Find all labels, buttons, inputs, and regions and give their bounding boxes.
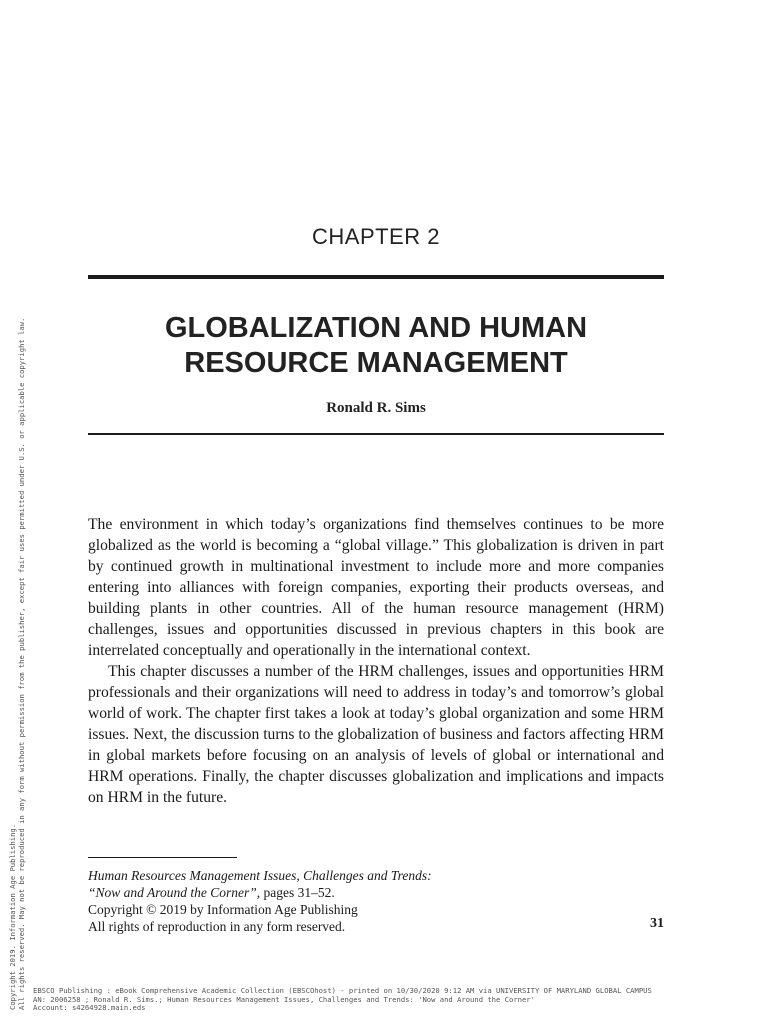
side-notice-line-2: All rights reserved. May not be reproduced in any form without permission from the publisher, except fair uses permitted under U.S. or applicable copyright law. [17, 317, 26, 1010]
footnote-rights: All rights of reproduction in any form reserved. [88, 919, 346, 934]
copyright-side-notice [8, 310, 30, 1010]
chapter-title-line-1: GLOBALIZATION AND HUMAN [164, 312, 588, 344]
footnote-copyright: Copyright © 2019 by Information Age Publishing [88, 902, 358, 917]
chapter-title-line-2: RESOURCE MANAGEMENT [184, 347, 568, 379]
body-paragraph-1: The environment in which today’s organizations find themselves continues to be more globalized as the world is becoming a “global village.” This globalization is driven in part by continued growth in multinational investment to include more and more companies entering into alliances with foreign companies, exporting their products overseas, and building plants in other countries. All of the human resource management (HRM) challenges, issues and opportunities discussed in previous chapters in this book are interrelated conceptually and operationally in the international context. [88, 516, 664, 659]
body-text [88, 514, 664, 808]
title-bottom-rule [88, 433, 664, 435]
footnote-book-title-line [88, 867, 664, 884]
ebsco-notice-line-2: AN: 2006258 ; Ronald R. Sims.; Human Resources Management Issues, Challenges and Trends: 'Now and Around the Corner' [33, 994, 535, 1004]
body-paragraph-2: This chapter discusses a number of the HRM challenges, issues and opportunities HRM professionals and their organizations will need to address in today’s and tomorrow’s global world of work. The chapter first takes a look at today’s global organization and some HRM issues. Next, the discussion turns to the globalization of business and factors affecting HRM in global markets before focusing on an analysis of levels of global or international and HRM operations. Finally, the chapter discusses globalization and implications and impacts on HRM in the future. [88, 663, 664, 806]
footnote-rule [88, 857, 237, 858]
footnote [88, 867, 664, 935]
ebsco-print-notice [33, 987, 768, 1013]
footnote-book-title: Human Resources Management Issues, Challenges and Trends: [88, 868, 432, 883]
ebsco-notice-line-1: EBSCO Publishing : eBook Comprehensive Academic Collection (EBSCOhost) - printed on 10/30/2020 9:12 AM via UNIVERSITY OF MARYLAND GLOBAL CAMPUS [33, 986, 652, 995]
side-notice-line-1: Copyright 2019. Information Age Publishing. [8, 823, 17, 1010]
footnote-subtitle-line [88, 884, 664, 901]
author-name: Ronald R. Sims [326, 400, 426, 416]
chapter-label: CHAPTER 2 [312, 224, 440, 249]
ebsco-notice-line-3: Account: s4264928.main.eds [33, 1003, 146, 1012]
footnote-subtitle: “Now and Around the Corner” [88, 885, 257, 900]
chapter-title [88, 311, 664, 381]
footnote-pages: , pages 31–52. [256, 885, 335, 900]
title-top-rule [88, 275, 664, 279]
page-number: 31 [650, 916, 664, 931]
